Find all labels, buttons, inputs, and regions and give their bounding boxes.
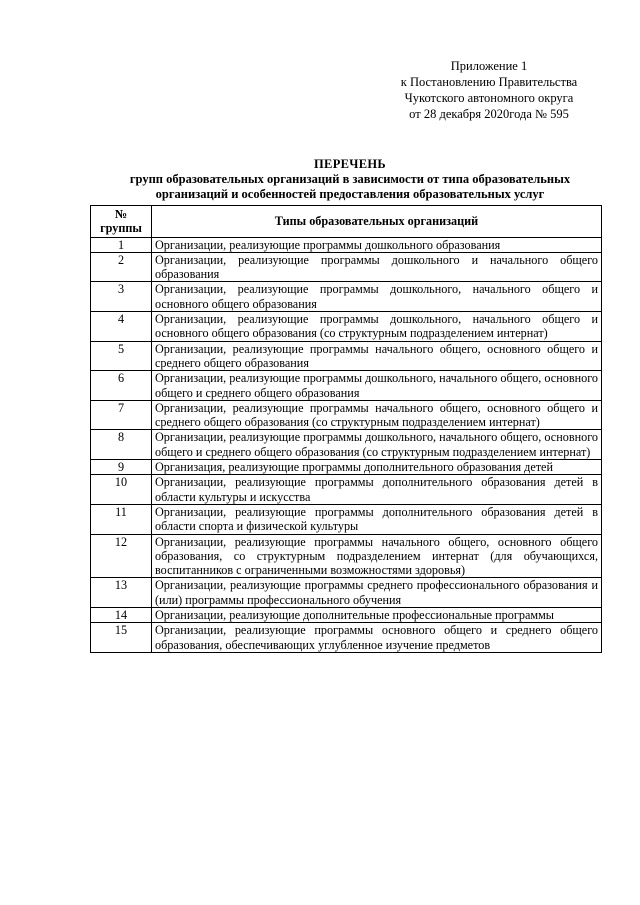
organization-type: Организации, реализующие программы дошкольного, начального общего и основного общего образования (со структурным подразделением интернат) — [152, 312, 602, 342]
organization-type: Организации, реализующие программы среднего профессионального образования и (или) программы профессионального обучения — [152, 578, 602, 608]
organization-type: Организации, реализующие программы дошкольного, начального общего и основного общего образования — [152, 282, 602, 312]
table-row — [91, 608, 602, 623]
organization-type: Организации, реализующие программы дошкольного и начального общего образования — [152, 252, 602, 282]
group-number: 2 — [91, 252, 152, 282]
group-number: 15 — [91, 623, 152, 653]
organization-type: Организации, реализующие программы начального общего, основного общего и среднего общего образования (со структурным подразделением интернат) — [152, 400, 602, 430]
table-row — [91, 460, 602, 475]
organization-type: Организации, реализующие дополнительные профессиональные программы — [152, 608, 602, 623]
groups-table — [90, 205, 602, 653]
table-row — [91, 430, 602, 460]
group-number: 8 — [91, 430, 152, 460]
table-row — [91, 578, 602, 608]
group-number: 1 — [91, 237, 152, 252]
group-number: 5 — [91, 341, 152, 371]
organization-type: Организации, реализующие программы дошкольного, начального общего, основного общего и среднего общего образования (со структурным подразделением интернат) — [152, 430, 602, 460]
group-number: 11 — [91, 504, 152, 534]
document-title — [90, 157, 610, 202]
group-number: 12 — [91, 534, 152, 578]
organization-type: Организации, реализующие программы дополнительного образования детей в области спорта и физической культуры — [152, 504, 602, 534]
table-body — [91, 237, 602, 652]
organization-type: Организации, реализующие программы дошкольного, начального общего, основного общего и среднего общего образования — [152, 371, 602, 401]
title-line-2: групп образовательных организаций в зависимости от типа образовательных — [129, 172, 571, 186]
appendix-line-1: Приложение 1 — [450, 59, 528, 73]
table-row — [91, 312, 602, 342]
table-row — [91, 341, 602, 371]
organization-type: Организации, реализующие программы начального общего, основного общего и среднего общего образования — [152, 341, 602, 371]
header-organization-types: Типы образовательных организаций — [152, 206, 602, 238]
group-number: 3 — [91, 282, 152, 312]
table-row — [91, 371, 602, 401]
table-row — [91, 282, 602, 312]
group-number: 6 — [91, 371, 152, 401]
group-number: 14 — [91, 608, 152, 623]
table-row — [91, 623, 602, 653]
appendix-header — [380, 58, 598, 122]
table-row — [91, 534, 602, 578]
group-number: 13 — [91, 578, 152, 608]
organization-type: Организации, реализующие программы начального общего, основного общего образования, со структурным подразделением интернат (для обучающихся, воспитанников с ограниченными возможностями здоровья) — [152, 534, 602, 578]
table-row — [91, 252, 602, 282]
table-row — [91, 237, 602, 252]
organization-type: Организация, реализующие программы дополнительного образования детей — [152, 460, 602, 475]
organization-type: Организации, реализующие программы дополнительного образования детей в области культуры и искусства — [152, 475, 602, 505]
group-number: 7 — [91, 400, 152, 430]
table-row — [91, 475, 602, 505]
organization-type: Организации, реализующие программы основного общего и среднего общего образования, обеспечивающих углубленное изучение предметов — [152, 623, 602, 653]
title-heading: ПЕРЕЧЕНЬ — [314, 157, 386, 171]
table-row — [91, 504, 602, 534]
appendix-line-3: Чукотского автономного округа — [404, 91, 574, 105]
table-header-row — [91, 206, 602, 238]
appendix-line-4: от 28 декабря 2020года № 595 — [409, 107, 569, 121]
title-line-3: организаций и особенностей предоставления образовательных услуг — [155, 187, 545, 201]
organization-type: Организации, реализующие программы дошкольного образования — [152, 237, 602, 252]
table-row — [91, 400, 602, 430]
group-number: 9 — [91, 460, 152, 475]
appendix-line-2: к Постановлению Правительства — [400, 75, 578, 89]
group-number: 10 — [91, 475, 152, 505]
header-group-number: № группы — [91, 206, 152, 238]
group-number: 4 — [91, 312, 152, 342]
